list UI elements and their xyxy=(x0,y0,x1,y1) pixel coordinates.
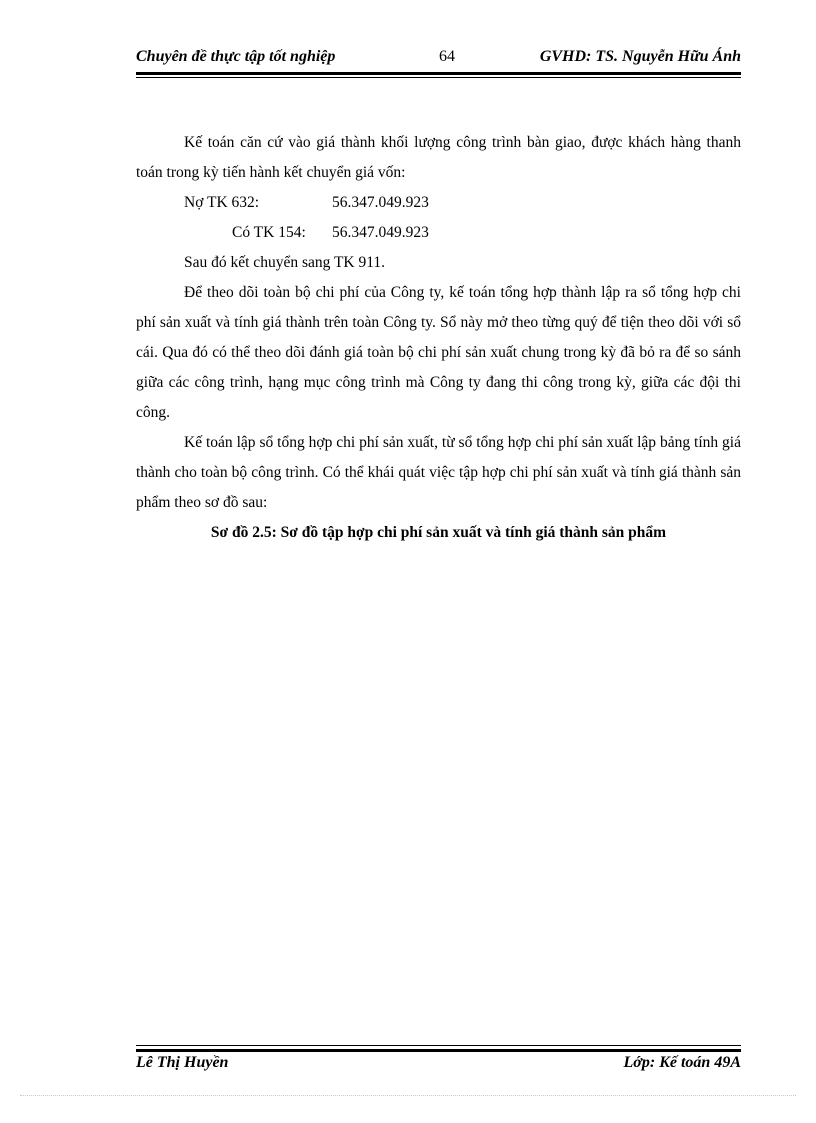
page-bottom-border xyxy=(20,1095,796,1096)
footer-class: Lớp: Kế toán 49A xyxy=(623,1054,741,1071)
credit-amount: 56.347.049.923 xyxy=(332,224,429,241)
header-advisor: GVHD: TS. Nguyễn Hữu Ánh xyxy=(539,48,741,65)
credit-account-label: Có TK 154: xyxy=(232,224,306,241)
diagram-caption: Sơ đồ 2.5: Sơ đồ tập hợp chi phí sản xuất và tính giá thành sản phẩm xyxy=(210,524,667,541)
debit-amount: 56.347.049.923 xyxy=(332,194,429,211)
journal-entry-credit xyxy=(136,218,741,248)
paragraph-cost-tracking: Để theo dõi toàn bộ chi phí của Công ty, kế toán tổng hợp thành lập ra sổ tổng hợp chi phí sản xuất và tính giá thành trên toàn Công ty. Sổ này mở theo từng quý để tiện theo dõi với sổ cái. Qua đó có thể theo dõi đánh giá toàn bộ chi phí sản xuất chung trong kỳ đã bỏ ra để so sánh giữa các công trình, hạng mục công trình mà Công ty đang thi công trong kỳ, giữa các đội thi công. xyxy=(136,284,741,421)
header-rule-thin xyxy=(136,77,741,78)
page-footer xyxy=(136,1054,741,1078)
header-rule-thick xyxy=(136,72,741,75)
header-title: Chuyên đề thực tập tốt nghiệp xyxy=(136,48,336,65)
paragraph-summary: Kế toán lập sổ tổng hợp chi phí sản xuất, từ sổ tổng hợp chi phí sản xuất lập bảng tính giá thành cho toàn bộ công trình. Có thể khái quát việc tập hợp chi phí sản xuất và tính giá thành sản phẩm theo sơ đồ sau: xyxy=(136,434,741,511)
journal-entry-debit xyxy=(136,188,741,218)
transfer-line: Sau đó kết chuyển sang TK 911. xyxy=(184,254,386,271)
page-header xyxy=(136,48,741,72)
footer-rule-thin xyxy=(136,1045,741,1046)
page-number: 64 xyxy=(439,48,455,65)
footer-author: Lê Thị Huyền xyxy=(136,1054,229,1071)
footer-rule-thick xyxy=(136,1049,741,1052)
document-body xyxy=(136,128,741,548)
debit-account-label: Nợ TK 632: xyxy=(184,194,260,211)
paragraph-cost-transfer: Kế toán căn cứ vào giá thành khối lượng công trình bàn giao, được khách hàng thanh toán trong kỳ tiến hành kết chuyển giá vốn: xyxy=(136,134,741,181)
